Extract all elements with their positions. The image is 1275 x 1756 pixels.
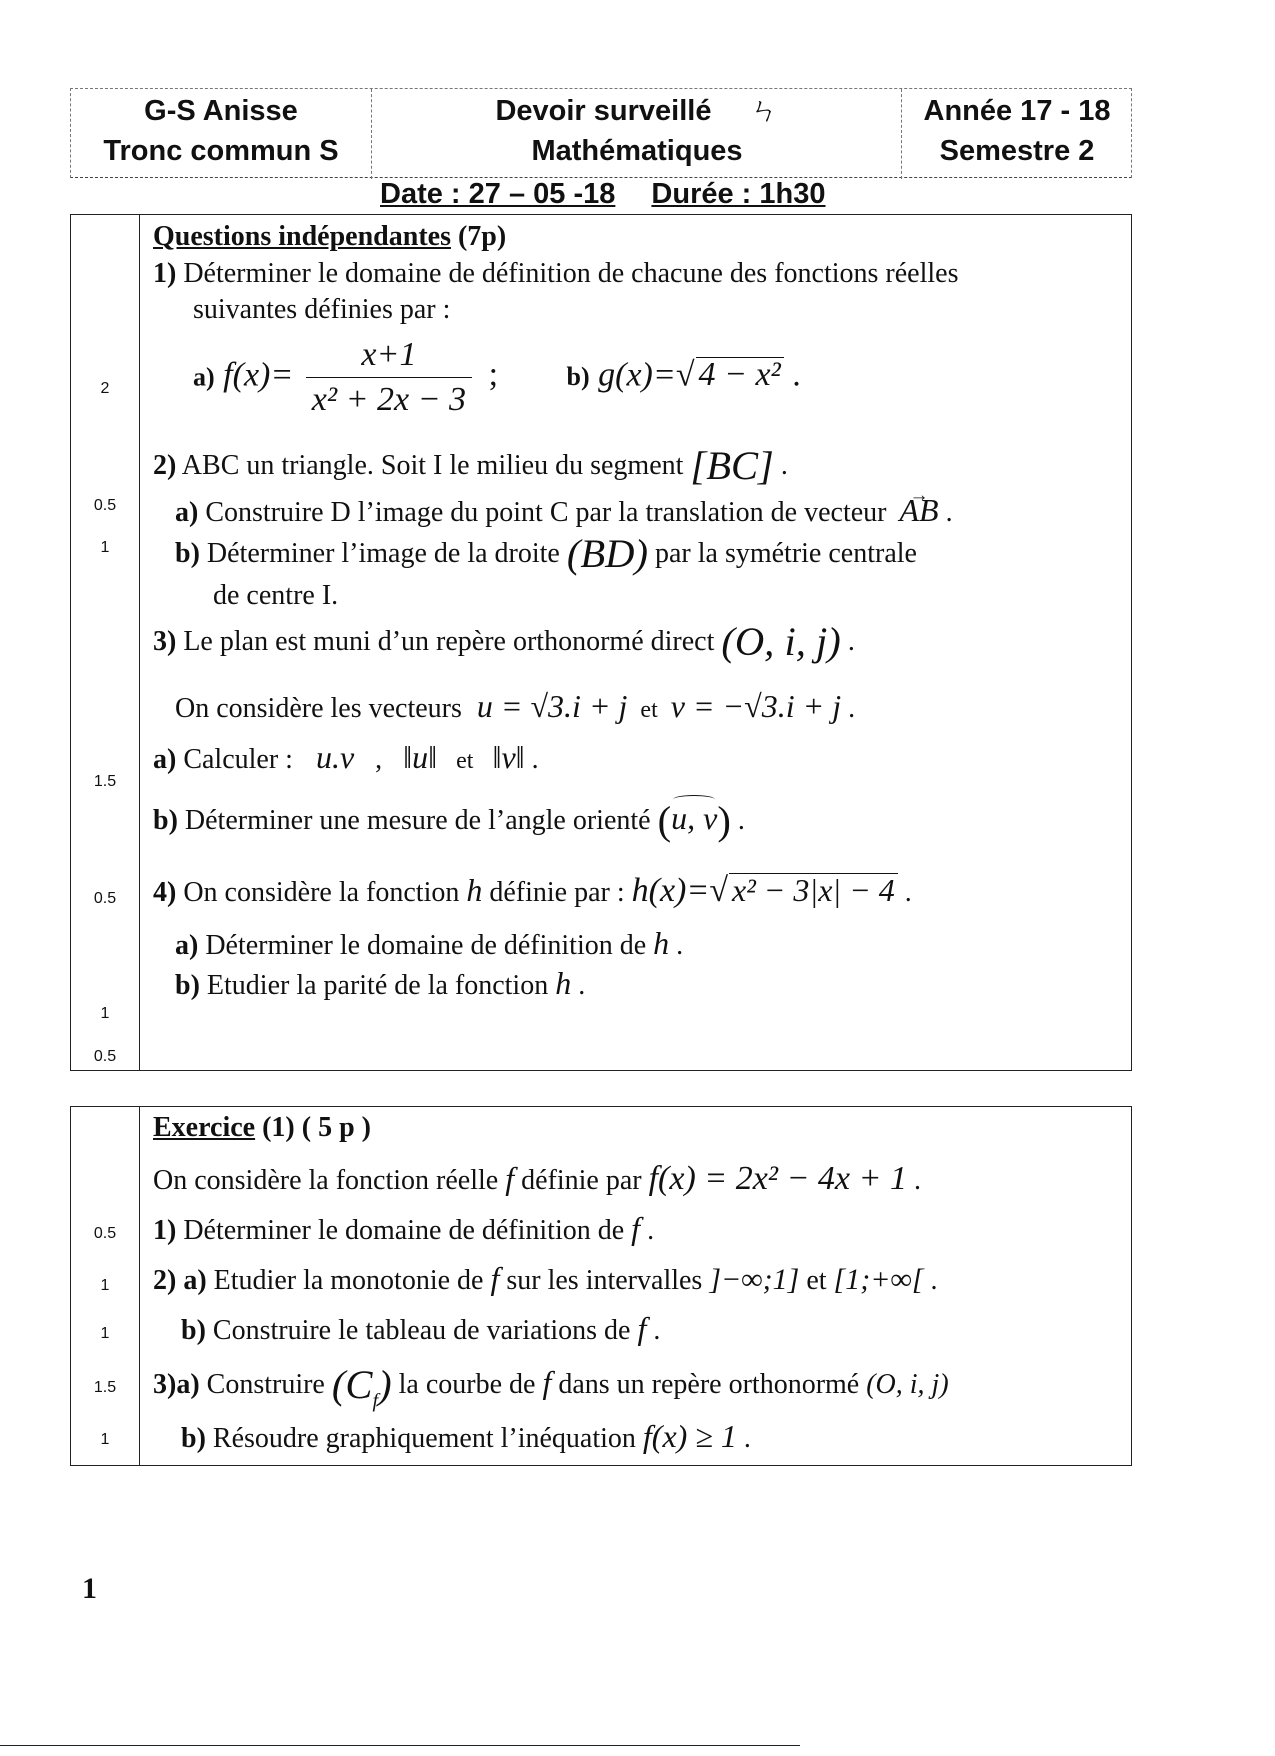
ex-q2-text-continued: sur les intervalles	[506, 1265, 703, 1296]
q4-lhs: h(x)=	[631, 872, 710, 909]
ex-q3b-line: b) Résoudre graphiquement l’inéquation f(x) ≥ 1 .	[181, 1418, 751, 1454]
q2a-vector: → AB	[899, 493, 938, 527]
q3-label: 3)	[153, 626, 177, 658]
semester: Semestre 2	[939, 135, 1095, 167]
score-column-divider	[139, 1107, 140, 1465]
q3b-angle: u, v	[671, 800, 718, 836]
q2b-center-text: de centre I.	[213, 580, 339, 611]
ex-q3-frame: (O, i, j)	[866, 1369, 949, 1400]
q3a-norm-u: ‖u‖	[403, 739, 438, 775]
score-q1: 2	[100, 380, 110, 397]
exercise-title: Exercice	[153, 1112, 256, 1143]
exercise-heading	[153, 1111, 371, 1145]
q4b-line: b) Etudier la parité de la fonction h .	[175, 965, 586, 1001]
page-number: 1	[82, 1572, 97, 1605]
header-school-cell	[71, 89, 371, 179]
q3-vectors-text: On considère les vecteurs	[175, 693, 462, 724]
q4-function: h	[466, 872, 483, 908]
q4a-text: Déterminer le domaine de définition de	[205, 930, 647, 961]
q4a-label: a)	[175, 930, 199, 961]
q2b-text: Déterminer l’image de la droite	[206, 538, 560, 570]
ex-q2-interval-1: ]−∞;1]	[709, 1263, 800, 1296]
q4b-text: Etudier la parité de la fonction	[206, 970, 549, 1001]
q2b-line	[175, 531, 917, 576]
q3b-line: b) Déterminer une mesure de l’angle orienté (u, v) .	[153, 797, 745, 843]
q1a-numerator: x+1	[361, 336, 417, 373]
q1b-lhs: g(x)=	[598, 356, 676, 394]
ex-q3b-inequation: f(x) ≥ 1	[642, 1418, 737, 1454]
exam-duration: Durée : 1h30	[651, 178, 826, 210]
q1-line	[153, 257, 958, 291]
ex-q2-and: et	[806, 1265, 827, 1296]
ex-q2b-function: f	[637, 1310, 647, 1346]
q1a-label: a)	[193, 362, 215, 392]
ex-intro-text: On considère la fonction réelle	[153, 1165, 499, 1196]
score-ex-q2b: 1	[100, 1325, 110, 1342]
ex-q2b-label: b)	[181, 1315, 206, 1346]
ex-intro-text-continued: définie par	[521, 1165, 642, 1196]
q3a-and: et	[456, 748, 474, 774]
q3-vectors-line: On considère les vecteurs u = √3.i + j et v = −√3.i + j .	[175, 688, 856, 724]
section-points: (7p)	[457, 221, 507, 252]
q2a-line: a) Construire D l’image du point C par la translation de vecteur → AB .	[175, 493, 953, 530]
q4-line: 4) On considère la fonction h définie par : h(x)=√ x² − 3|x| − 4 .	[153, 872, 912, 909]
ex-q3-text: Construire	[206, 1369, 325, 1400]
school-name: G-S Anisse	[144, 95, 298, 127]
section-title: Questions indépendantes	[153, 221, 451, 252]
q3-frame: (O, i, j)	[721, 619, 841, 664]
ex-q1-function: f	[631, 1210, 641, 1246]
score-q4b: 0.5	[93, 1048, 117, 1065]
ex-q1-label: 1)	[153, 1215, 177, 1246]
ex-q1-line: 1) Déterminer le domaine de définition de f .	[153, 1210, 655, 1246]
q4-label: 4)	[153, 877, 177, 908]
handwritten-mark: ㄣ	[749, 95, 779, 127]
date-line	[380, 178, 826, 211]
ex-q2-label: 2) a)	[153, 1265, 207, 1296]
q2-line: 2) ABC un triangle. Soit I le milieu du segment [BC] .	[153, 443, 788, 488]
q3-vector-v: v = −√3.i + j	[670, 688, 842, 724]
score-q3b: 0.5	[93, 890, 117, 907]
q3a-separator: ,	[375, 744, 383, 775]
score-ex-q2a: 1	[100, 1277, 110, 1294]
q3-and: et	[640, 697, 658, 723]
q3a-dot-product: u.v	[315, 739, 355, 775]
q3-line: 3) Le plan est muni d’un repère orthonormé direct (O, i, j) .	[153, 619, 855, 664]
exam-subject: Mathématiques	[531, 135, 743, 167]
q4b-function: h	[555, 965, 572, 1001]
q1-text: Déterminer le domaine de définition de chacune des fonctions réelles	[183, 258, 959, 289]
ex-q2-line: 2) a) Etudier la monotonie de f sur les intervalles ]−∞;1] et [1;+∞[ .	[153, 1260, 938, 1296]
header-year-cell	[901, 89, 1132, 179]
q1a-denominator: x² + 2x − 3	[306, 377, 472, 422]
section-exercise-1	[70, 1106, 1132, 1466]
q1-text-continued: suivantes définies par :	[193, 294, 451, 325]
q2-segment: [BC]	[690, 443, 774, 488]
ex-intro-expression: f(x) = 2x² − 4x + 1	[648, 1160, 907, 1197]
q3a-norm-v: ‖v‖	[492, 739, 525, 775]
ex-q3-curve-subscript: f	[372, 1389, 379, 1412]
q2a-text: Construire D l’image du point C par la translation de vecteur	[205, 497, 887, 528]
q2a-label: a)	[175, 497, 199, 528]
q2b-label: b)	[175, 538, 200, 570]
q4a-function: h	[653, 925, 670, 961]
score-q2b: 1	[100, 539, 110, 556]
header-title-cell	[371, 89, 902, 179]
score-ex-q3a: 1.5	[93, 1379, 117, 1396]
score-q2a: 0.5	[93, 497, 117, 514]
q3b-text: Déterminer une mesure de l’angle orienté	[184, 805, 651, 836]
q4-text: On considère la fonction	[183, 877, 460, 908]
footer-rule	[0, 1745, 800, 1746]
q4-text-continued: définie par :	[489, 877, 625, 908]
exam-title: Devoir surveillé	[495, 95, 712, 127]
score-q4a: 1	[100, 1005, 110, 1022]
q1a-fraction	[306, 333, 472, 422]
q1b-label: b)	[566, 362, 590, 392]
ex-q3-curve: $(C_f)$	[331, 1361, 392, 1412]
ex-q3b-text: Résoudre graphiquement l’inéquation	[212, 1423, 636, 1454]
section-heading	[153, 220, 506, 254]
ex-q2-function: f	[490, 1260, 500, 1296]
exercise-points: ( 5 p )	[301, 1112, 371, 1143]
score-q3a: 1.5	[93, 773, 117, 790]
score-ex-q3b: 1	[100, 1431, 110, 1448]
score-column-divider	[139, 215, 140, 1070]
q2-label: 2)	[153, 450, 177, 482]
ex-q3-label: 3)a)	[153, 1369, 200, 1400]
ex-q3-text-continued: la courbe de	[398, 1369, 536, 1400]
class-level: Tronc commun S	[103, 135, 339, 167]
ex-intro-function: f	[505, 1160, 515, 1196]
ex-intro-line: On considère la fonction réelle f définie par f(x) = 2x² − 4x + 1 .	[153, 1160, 921, 1197]
exam-date: Date : 27 – 05 -18	[380, 178, 616, 210]
q3-vector-u: u = √3.i + j	[476, 688, 628, 724]
ex-q3-line	[153, 1361, 949, 1418]
ex-q2b-line: b) Construire le tableau de variations de f .	[181, 1310, 661, 1346]
ex-q3b-label: b)	[181, 1423, 206, 1454]
q1a-lhs: f(x)=	[223, 356, 294, 394]
q2-text: ABC un triangle. Soit I le milieu du segment	[181, 450, 684, 482]
q3a-label: a)	[153, 744, 177, 775]
q1-label: 1)	[153, 258, 177, 289]
header-table	[70, 88, 1132, 178]
q2b-text-continued: par la symétrie centrale	[654, 538, 917, 570]
q3a-line: a) Calculer : u.v , ‖u‖ et ‖v‖ .	[153, 739, 539, 775]
school-year: Année 17 - 18	[923, 95, 1111, 127]
q3-text: Le plan est muni d’un repère orthonormé direct	[183, 626, 715, 658]
ex-q3-function: f	[542, 1364, 552, 1400]
q4-radicand: x² − 3|x| − 4	[729, 873, 898, 906]
exercise-number: (1)	[262, 1112, 295, 1143]
score-ex-q1: 0.5	[93, 1225, 117, 1242]
ex-q2b-text: Construire le tableau de variations de	[212, 1315, 631, 1346]
section-questions	[70, 214, 1132, 1071]
q1a-separator: ;	[488, 356, 499, 394]
ex-q3-text-end: dans un repère orthonormé	[558, 1369, 860, 1400]
q1a-line: a) f(x)= $\frac{x+1}{\text{x² + 2x − 3}}$ ; b) g(x)=√ 4 − x² .	[193, 333, 801, 422]
q3a-text: Calculer :	[183, 744, 293, 775]
ex-q1-text: Déterminer le domaine de définition de	[183, 1215, 625, 1246]
q3b-label: b)	[153, 805, 178, 836]
q4a-line: a) Déterminer le domaine de définition de h .	[175, 925, 684, 961]
q2b-line-name: (BD)	[566, 531, 648, 576]
q1b-radicand: 4 − x²	[696, 357, 784, 392]
ex-q2-interval-2: [1;+∞[	[833, 1263, 924, 1296]
ex-q2-text: Etudier la monotonie de	[213, 1265, 484, 1296]
q4b-label: b)	[175, 970, 200, 1001]
